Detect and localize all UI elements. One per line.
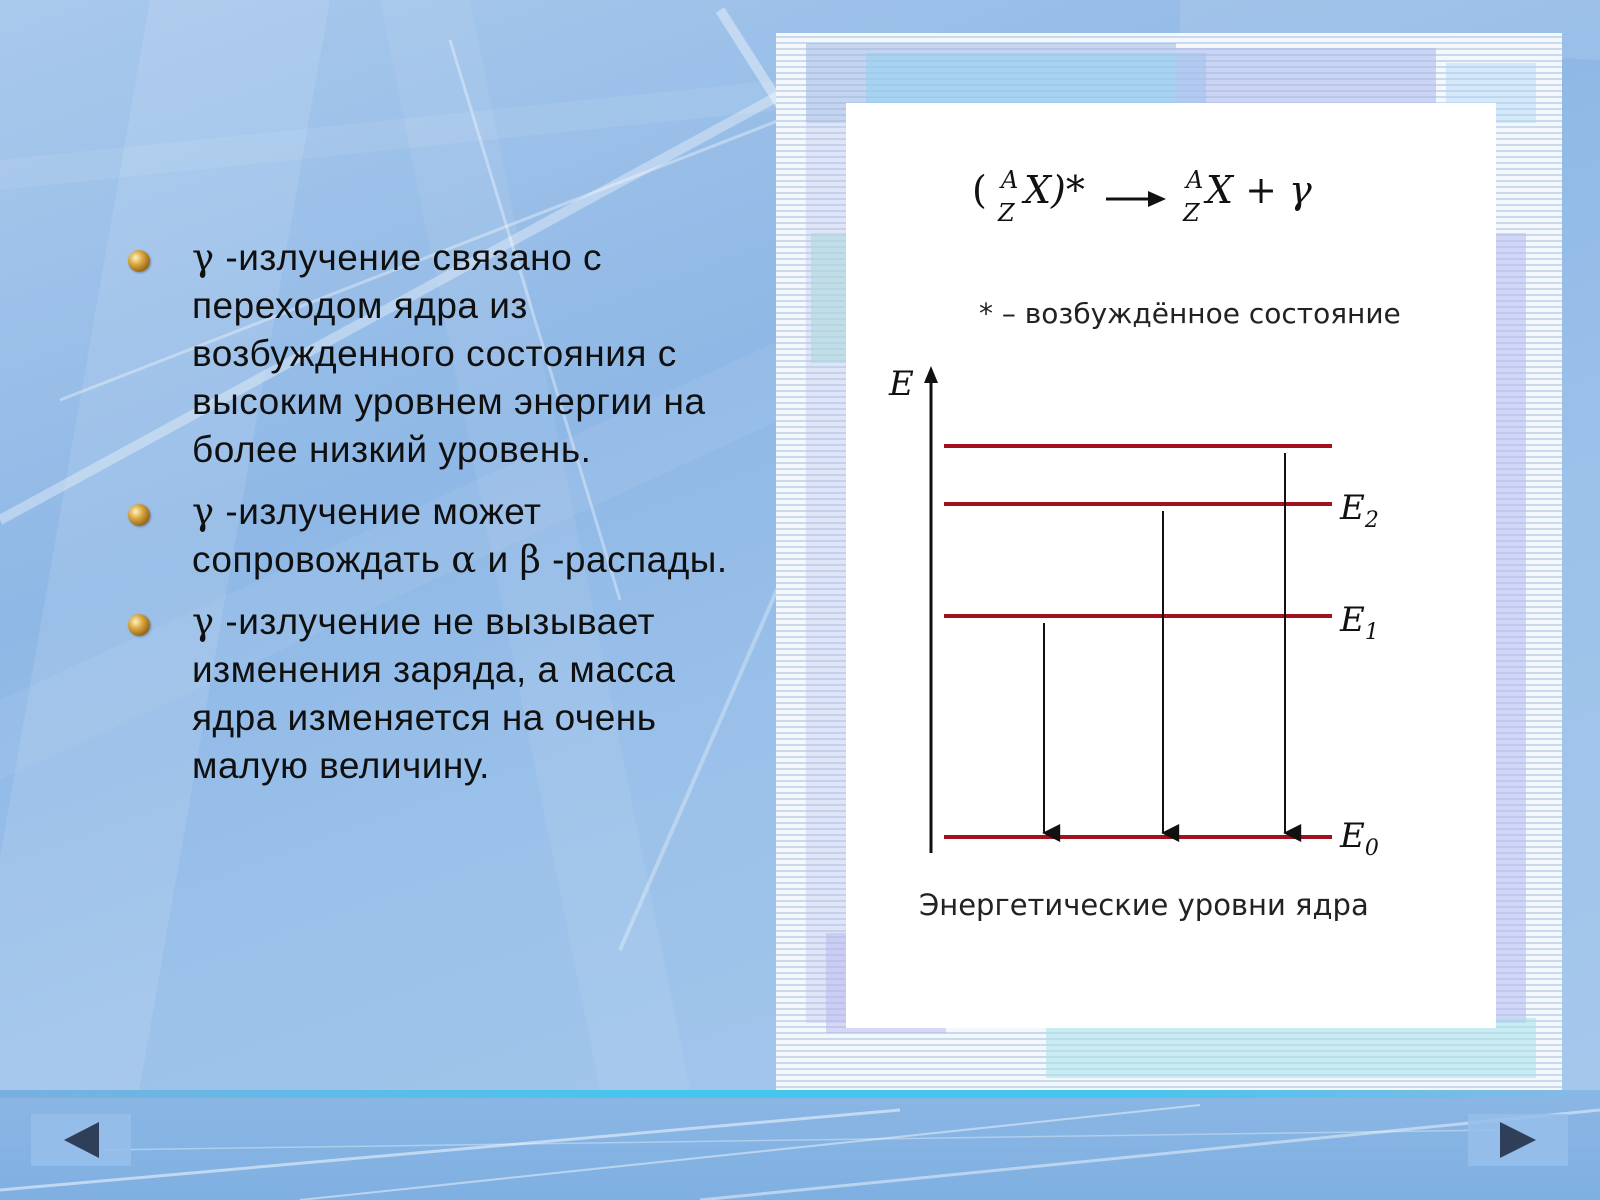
bullet-ball-icon (128, 504, 150, 526)
charge-number: Z (998, 199, 1015, 227)
previous-slide-button[interactable] (31, 1114, 131, 1166)
products: X + γ (1206, 168, 1312, 212)
gamma-symbol: γ (192, 600, 215, 643)
gamma-symbol: γ (192, 490, 215, 533)
triangle-right-icon (1468, 1114, 1568, 1166)
charge-number: Z (1183, 199, 1200, 227)
gamma-symbol: γ (192, 236, 215, 279)
bullet-body-part: -излучение может сопровождать (192, 491, 542, 580)
bullet-ball-icon (128, 250, 150, 272)
level-label-e2: $E_2$ (1340, 488, 1379, 533)
excited-state-note: * – возбуждённое состояние (979, 297, 1401, 330)
figure-caption: Энергетические уровни ядра (919, 888, 1369, 922)
equation-open-paren: ( (972, 168, 987, 212)
triangle-left-icon (31, 1114, 131, 1166)
bullet-text (192, 598, 768, 790)
bullet-item (128, 488, 768, 584)
nav-bar-decoration (0, 1090, 1600, 1200)
bullet-body-part: -распады. (541, 539, 728, 580)
bullet-text (192, 234, 768, 474)
bullet-item (128, 234, 768, 474)
bullet-list (128, 234, 768, 804)
level-label-e1: $E_1$ (1340, 600, 1379, 645)
bottom-nav-bar (0, 1090, 1600, 1200)
beta-symbol: β (519, 538, 542, 581)
bullet-body-part: и (476, 539, 520, 580)
alpha-symbol: α (451, 538, 477, 581)
energy-level-figure (776, 33, 1562, 1091)
level-label-e0: $E_0$ (1340, 816, 1379, 861)
bullet-text (192, 488, 768, 584)
energy-axis-label: E (889, 364, 914, 404)
bullet-body: -излучение связано с переходом ядра из возбужденного состояния с высоким уровнем энергии на более низкий уровень. (192, 237, 706, 470)
bullet-item (128, 598, 768, 790)
mass-number: A (1186, 166, 1204, 194)
bullet-body: -излучение не вызывает изменения заряда, а масса ядра изменяется на очень малую величину. (192, 601, 676, 786)
next-slide-button[interactable] (1468, 1114, 1568, 1166)
mass-number: A (1001, 166, 1019, 194)
excited-nucleus: X)* (1024, 168, 1085, 212)
bullet-ball-icon (128, 614, 150, 636)
